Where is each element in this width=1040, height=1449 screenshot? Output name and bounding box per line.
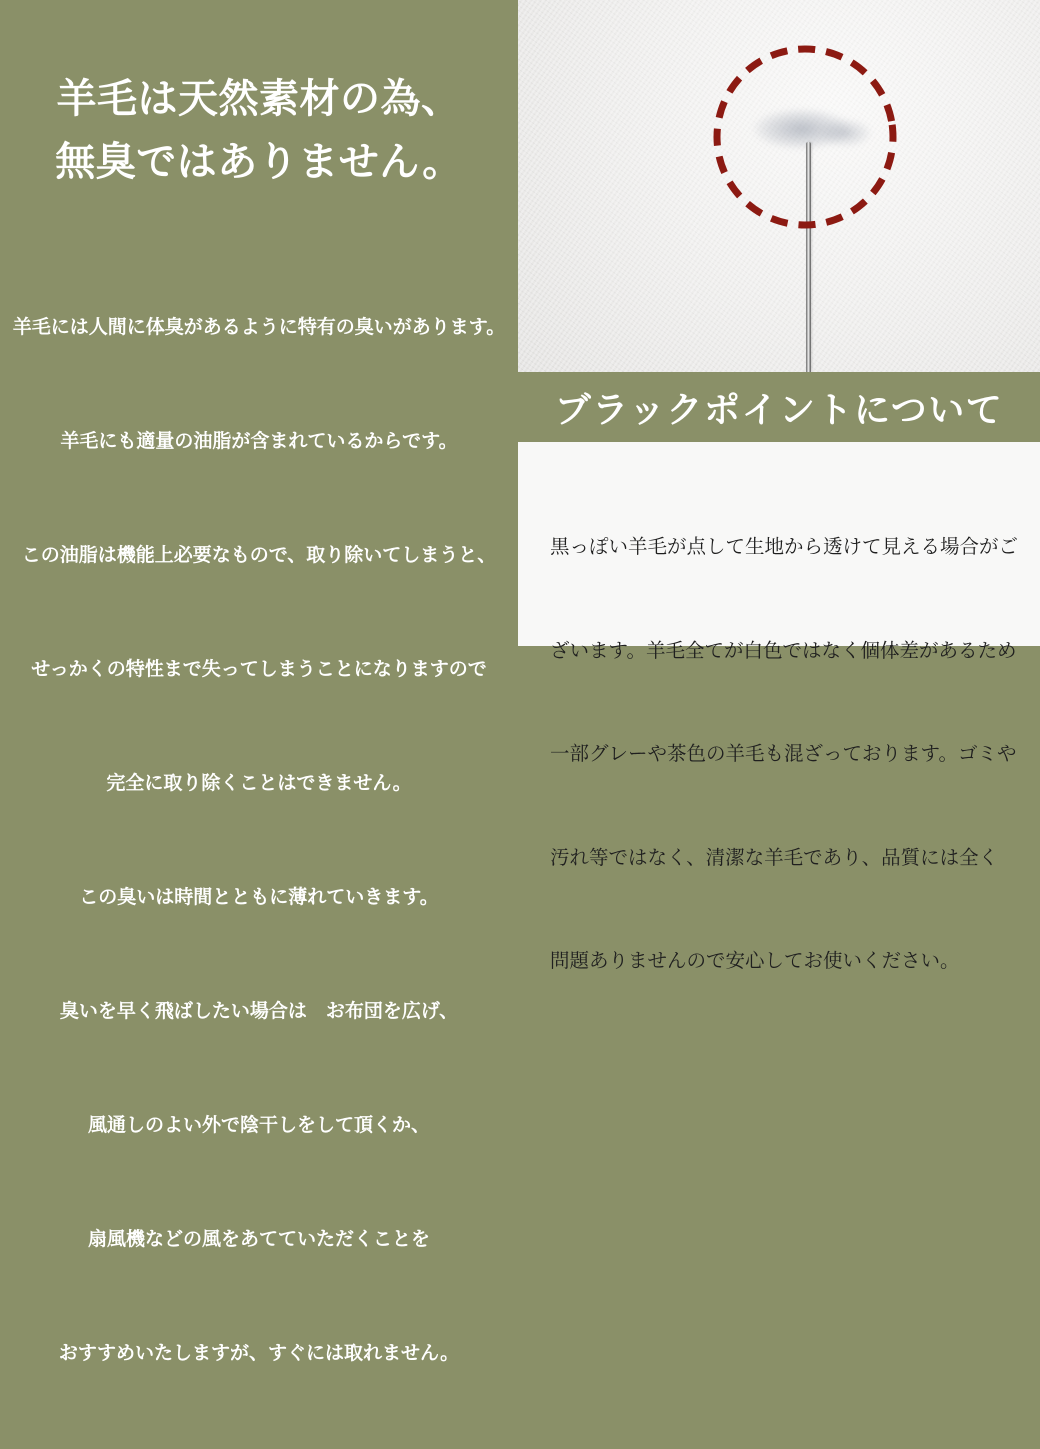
section-title: ブラックポイントについて <box>554 388 1004 430</box>
body-line: 風通しのよい外で陰干しをして頂くか、 <box>87 1115 430 1136</box>
body-line: 臭いを早く飛ばしたい場合は お布団を広げ、 <box>59 1001 459 1022</box>
body-line: おすすめいたしますが、すぐには取れません。 <box>58 1343 460 1364</box>
body-line: 完全に取り除くことはできません。 <box>106 773 412 794</box>
body-line: 羊毛には人間に体臭があるように特有の臭いがあります。 <box>12 317 506 338</box>
dashed-circle-marker-icon <box>518 0 1040 372</box>
info-text <box>550 461 1040 1048</box>
info-line: 汚れ等ではなく、清潔な羊毛であり、品質には全く <box>550 846 999 869</box>
info-line: ざいます。羊毛全てが白色ではなく個体差があるため <box>550 639 1017 662</box>
section-title-band <box>518 372 1040 442</box>
panel-heading <box>0 68 518 194</box>
body-line: 扇風機などの風をあてていただくことを <box>87 1229 430 1250</box>
body-line: せっかくの特性まで失ってしまうことになりますので <box>31 659 487 680</box>
info-line: 問題ありませんので安心してお使いください。 <box>550 950 960 972</box>
black-point-info-box <box>518 442 1040 972</box>
body-line: この油脂は機能上必要なもので、取り除いてしまうと、 <box>21 545 497 566</box>
info-line: 一部グレーや茶色の羊毛も混ざっております。ゴミや <box>550 743 1017 765</box>
body-line: 羊毛にも適量の油脂が含まれているからです。 <box>60 431 458 452</box>
heading-line-1: 羊毛は天然素材の為、 <box>56 77 462 121</box>
info-line: 黒っぽい羊毛が点して生地から透けて見える場合がご <box>550 536 1019 558</box>
odor-explanation-panel <box>0 0 518 1364</box>
fabric-photo <box>518 0 1040 372</box>
body-line: この臭いは時間とともに薄れていきます。 <box>79 887 439 908</box>
panel-body-text <box>0 233 518 1449</box>
heading-line-2: 無臭ではありません。 <box>55 140 463 184</box>
